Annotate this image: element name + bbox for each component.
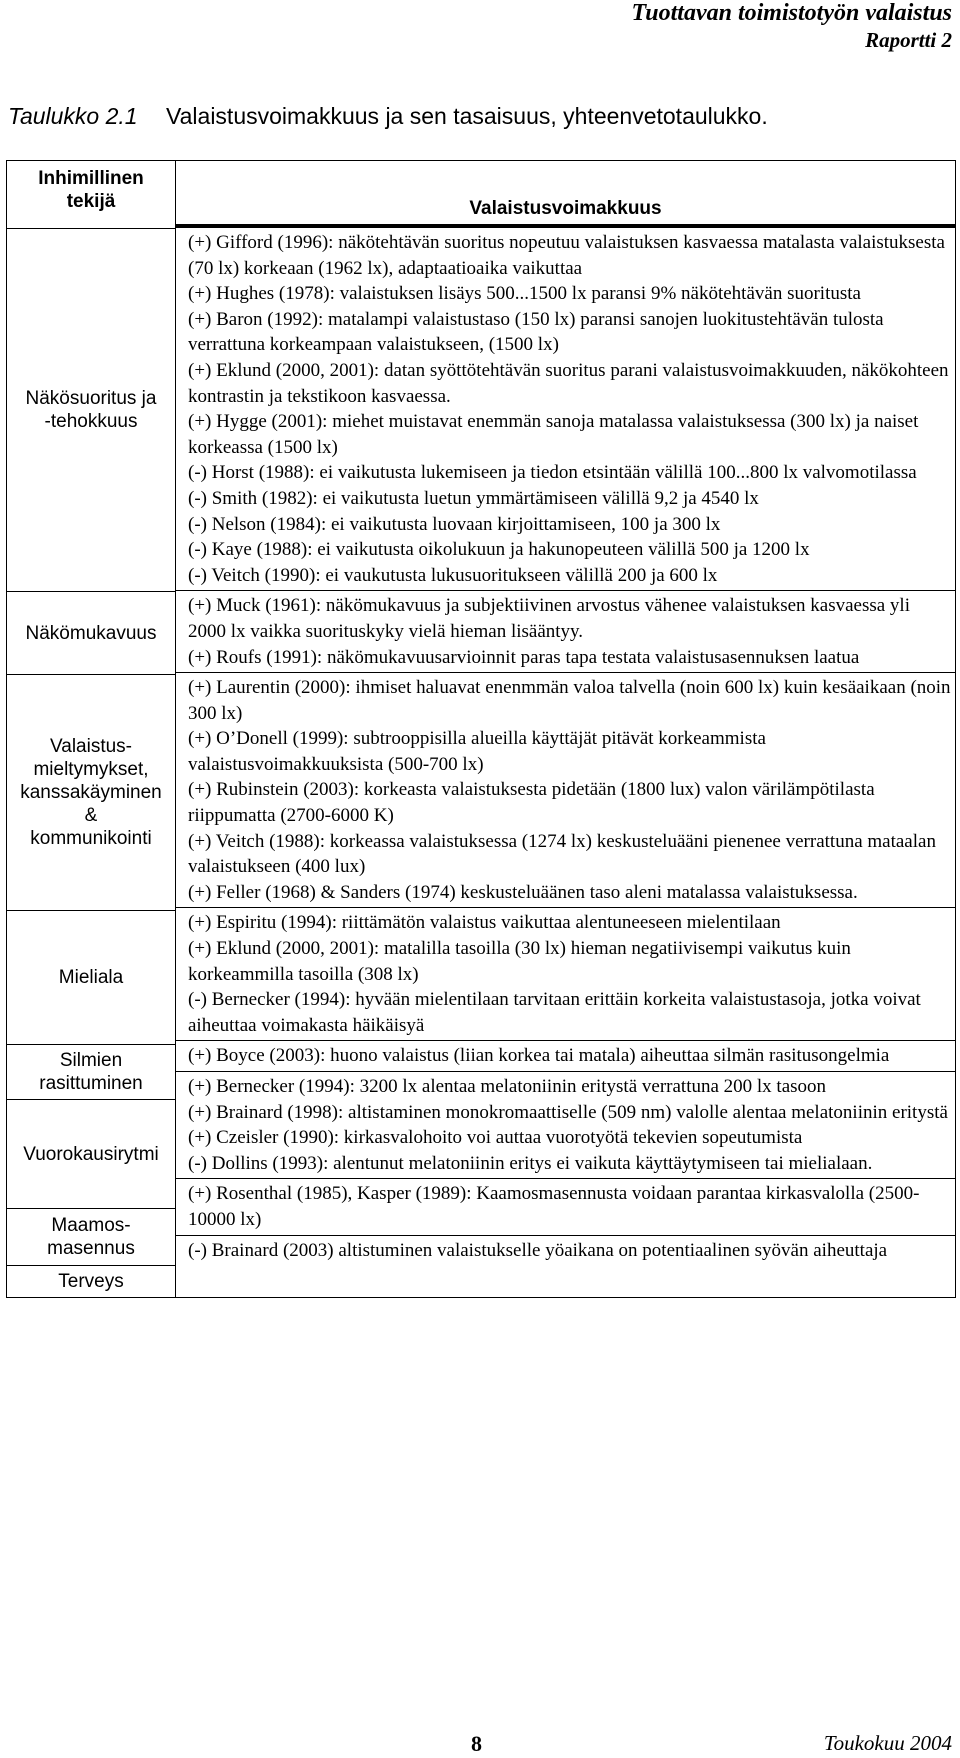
factor-cell [7,1208,176,1265]
factor-cell [7,1045,176,1100]
caption-label: Taulukko 2.1 [8,103,138,129]
finding-entry: (-) Smith (1982): ei vaikutusta luetun ymmärtämiseen välillä 9,2 ja 4540 lx [188,487,759,509]
factor-label-line: Mieliala [58,967,124,989]
factor-cell [7,1100,176,1208]
factor-label-line: mieltymykset, [33,759,149,781]
factor-header-line: Inhimillinen [38,168,144,189]
factor-label-line: -tehokkuus [44,411,138,433]
summary-table [6,160,956,1298]
factor-label-line: Terveys [58,1270,124,1292]
findings-group [176,1040,955,1071]
finding-entry: (+) Rubinstein (2003): korkeasta valaistuksesta pidetään (1800 lux) valon värilämpötilasta riippumatta (2700-6000 K) [188,779,875,827]
finding-entry: (-) Veitch (1990): ei vaukutusta lukusuoritukseen välillä 200 ja 600 lx [188,564,718,586]
caption-text: Valaistusvoimakkuus ja sen tasaisuus, yhteenvetotaulukko. [166,103,768,129]
findings-column [176,161,956,1298]
finding-entry: (+) Muck (1961): näkömukavuus ja subjektiivinen arvostus vähenee valaistuksen kasvaessa yli 2000 lx vaikka suorituskyky vielä hieman lisääntyy. [188,595,910,642]
findings-group [176,1071,955,1178]
finding-entry: (+) Laurentin (2000): ihmiset haluavat enenmmän valoa talvella (noin 600 lx) kuin kesäaikaan (noin 300 lx) [188,677,951,724]
finding-entry: (+) Brainard (1998): altistaminen monokromaattiselle (509 nm) valolle alentaa melatoniinin eritystä [188,1101,948,1123]
factor-column-header [7,161,176,229]
table-header-row [7,161,956,229]
finding-entry: (+) Rosenthal (1985), Kasper (1989): Kaamosmasennusta voidaan parantaa kirkasvalolla (2500-10000 lx) [188,1183,920,1230]
page-number: 8 [471,1731,482,1756]
factor-header-line: tekijä [66,191,116,212]
report-subtitle: Raportti 2 [865,28,952,52]
footer-date: Toukokuu 2004 [823,1731,952,1755]
factor-label-line: Vuorokausirytmi [23,1143,159,1165]
findings-group [176,1235,955,1266]
finding-entry: (-) Nelson (1984): ei vaikutusta luovaan kirjoittamiseen, 100 ja 300 lx [188,513,721,535]
factor-label-line: rasittuminen [39,1073,143,1095]
finding-entry: (+) Gifford (1996): näkötehtävän suoritus nopeutuu valaistuksen kasvaessa matalasta valaistuksesta (70 lx) korkeaan (1962 lx), adaptaatioaika vaikuttaa [188,232,945,279]
finding-entry: (-) Kaye (1988): ei vaikutusta oikolukuun ja hakunopeuteen välillä 500 ja 1200 lx [188,539,810,561]
finding-entry: (+) Bernecker (1994): 3200 lx alentaa melatoniinin eritystä verrattuna 200 lx tasoon [188,1076,827,1097]
factor-cell [7,229,176,592]
factor-cell [7,592,176,675]
finding-entry: (-) Brainard (2003) altistuminen valaistukselle yöaikana on potentiaalinen syövän aiheuttaja [188,1239,888,1261]
finding-entry: (+) Eklund (2000, 2001): datan syöttötehtävän suoritus parani valaistusvoimakkuuden, näkökohteen kontrastin ja tekstikoon kasvaessa. [188,359,949,407]
finding-entry: (+) Czeisler (1990): kirkasvalohoito voi auttaa vuorotyötä tekevien sopeutumista [188,1127,803,1149]
factor-label-line: Näkömukavuus [25,622,157,644]
factor-cell [7,1265,176,1297]
factor-label-line: Maamos- [51,1214,131,1236]
factor-label-line: kanssakäyminen [20,782,162,804]
factor-cell [7,675,176,911]
finding-entry: (+) Hughes (1978): valaistuksen lisäys 500...1500 lx paransi 9% näkötehtävän suoritusta [188,283,861,305]
findings-column-header: Valaistusvoimakkuus [175,161,956,228]
finding-entry: (+) Eklund (2000, 2001): matalilla tasoilla (30 lx) hieman negatiivisempi vaikutus kuin korkeammilla tasoilla (308 lx) [188,938,851,985]
factor-label-line: kommunikointi [30,828,152,850]
finding-entry: (-) Bernecker (1994): hyvään mielentilaan tarvitaan erittäin korkeita valaistustasoja, jotka voivat aiheuttaa voimakasta häikäisyä [188,989,921,1036]
findings-group [176,672,955,907]
findings-group [176,228,955,590]
finding-entry: (+) Boyce (2003): huono valaistus (liian korkea tai matala) aiheuttaa silmän rasitusongelmia [188,1045,890,1067]
finding-entry: (+) O’Donell (1999): subtrooppisilla alueilla käyttäjät pitävät korkeammista valaistusvoimakkuuksista (500-700 lx) [188,728,766,775]
factor-label-line: Valaistus- [49,736,132,758]
findings-group [176,907,955,1040]
report-title: Tuottavan toimistotyön valaistus [631,0,952,26]
factor-label-line: Näkösuoritus ja [25,388,157,410]
factor-label-line: Silmien [59,1050,123,1072]
finding-entry: (+) Feller (1968) & Sanders (1974) keskusteluäänen taso aleni matalassa valaistuksessa. [188,881,858,903]
page-header [632,0,952,54]
finding-entry: (-) Horst (1988): ei vaikutusta lukemiseen ja tiedon etsintään välillä 100...800 lx valvomotilassa [188,462,917,484]
findings-group [176,590,955,672]
table-caption [8,103,768,130]
factor-cell [7,911,176,1045]
factor-label-line: & [84,805,98,827]
finding-entry: (+) Baron (1992): matalampi valaistustaso (150 lx) paransi sanojen luokitustehtävän tulosta verrattuna korkeampaan valaistukseen, (1500 lx) [188,308,884,356]
finding-entry: (+) Espiritu (1994): riittämätön valaistus vaikuttaa alentuneeseen mielentilaan [188,912,781,934]
finding-entry: (+) Veitch (1988): korkeassa valaistuksessa (1274 lx) keskusteluääni pienenee verrattuna mataalan valaistukseen (400 lux) [188,830,936,878]
factor-label-line: masennus [47,1237,135,1259]
finding-entry: (+) Roufs (1991): näkömukavuusarvioinnit paras tapa testata valaistusasennuksen laatua [188,646,860,668]
finding-entry: (-) Dollins (1993): alentunut melatoniinin eritys ei vaikuta käyttäytymiseen tai mielialaan. [188,1152,873,1174]
finding-entry: (+) Hygge (2001): miehet muistavat enemmän sanoja matalassa valaistuksessa (300 lx) ja naiset korkeassa (1500 lx) [188,411,919,458]
findings-group [176,1178,955,1234]
